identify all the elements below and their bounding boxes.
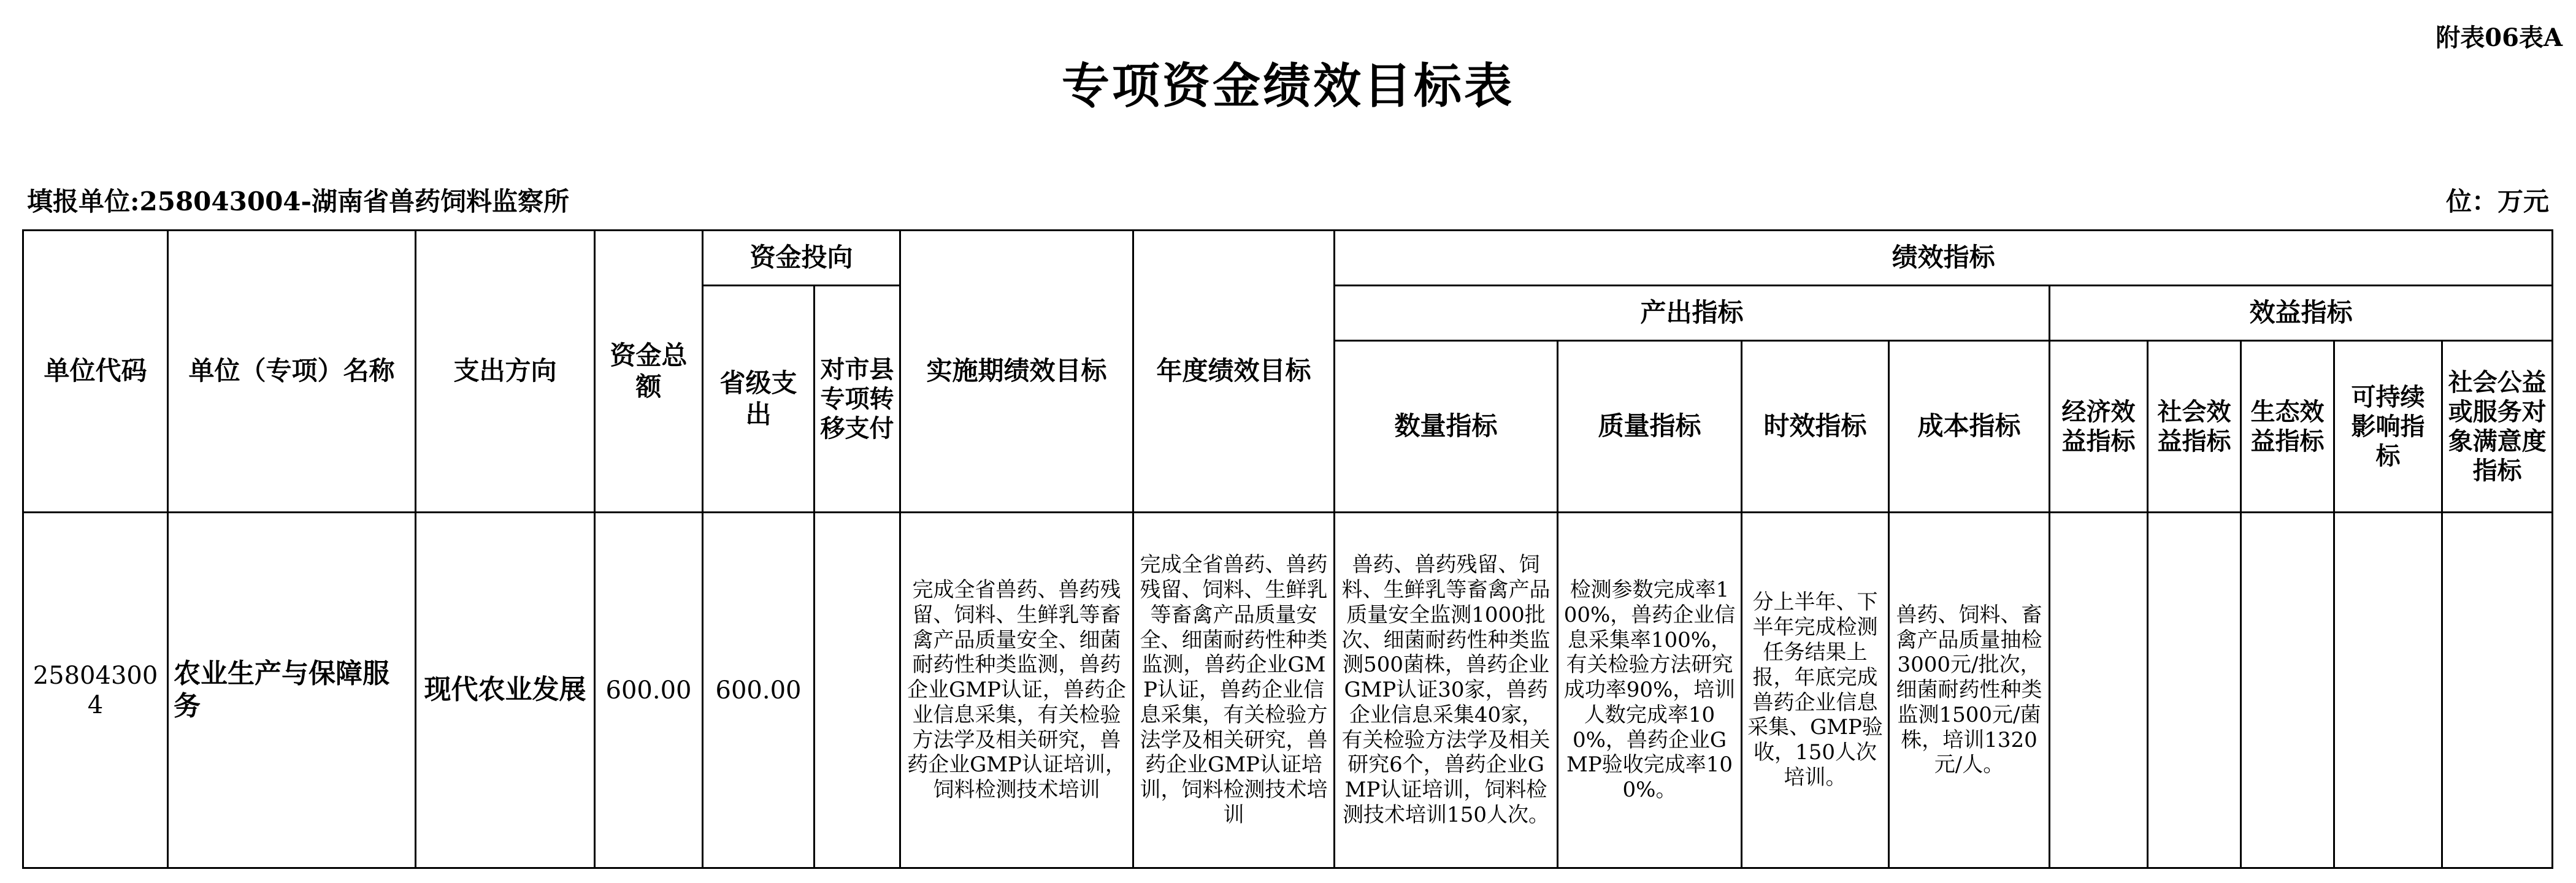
cell-satisfaction bbox=[2442, 513, 2553, 868]
annex-label: 附表06表A bbox=[2436, 23, 2563, 52]
col-fund-direction: 资金投向 bbox=[703, 231, 900, 286]
cell-quantity: 兽药、兽药残留、饲料、生鲜乳等畜禽产品质量安全监测1000批次、细菌耐药性种类监测500菌株，兽药企业GMP认证30家，兽药企业信息采集40家，有关检验方法学及相关研究6个，兽药企业GMP认证培训，饲料检测技术培训150人次。 bbox=[1335, 513, 1558, 868]
cell-expense-direction: 现代农业发展 bbox=[416, 513, 595, 868]
cell-economic bbox=[2050, 513, 2148, 868]
col-sustainable: 可持续影响指标 bbox=[2334, 341, 2442, 513]
col-unit-code: 单位代码 bbox=[23, 231, 168, 513]
col-economic: 经济效益指标 bbox=[2050, 341, 2148, 513]
cell-total-funds: 600.00 bbox=[595, 513, 703, 868]
money-unit: 位：万元 bbox=[2445, 186, 2549, 216]
col-unit-name: 单位（专项）名称 bbox=[168, 231, 416, 513]
page-title: 专项资金绩效目标表 bbox=[1061, 58, 1514, 114]
cell-county-transfer bbox=[815, 513, 900, 868]
col-annual-goal: 年度绩效目标 bbox=[1133, 231, 1335, 513]
cell-cost: 兽药、饲料、畜禽产品质量抽检3000元/批次，细菌耐药性种类监测1500元/菌株，培训1320元/人。 bbox=[1889, 513, 2050, 868]
col-quantity: 数量指标 bbox=[1335, 341, 1558, 513]
col-benefit-indicators: 效益指标 bbox=[2050, 286, 2553, 341]
performance-table bbox=[22, 229, 2553, 869]
col-implementation-goal: 实施期绩效目标 bbox=[900, 231, 1133, 513]
col-county-transfer: 对市县专项转移支付 bbox=[815, 286, 900, 513]
cell-sustainable bbox=[2334, 513, 2442, 868]
col-cost: 成本指标 bbox=[1889, 341, 2050, 513]
col-expense-direction: 支出方向 bbox=[416, 231, 595, 513]
col-satisfaction: 社会公益或服务对象满意度指标 bbox=[2442, 341, 2553, 513]
cell-unit-code: 258043004 bbox=[23, 513, 168, 868]
col-timeliness: 时效指标 bbox=[1742, 341, 1889, 513]
cell-timeliness: 分上半年、下半年完成检测任务结果上报，年底完成兽药企业信息采集、GMP验收，150人次培训。 bbox=[1742, 513, 1889, 868]
col-performance-indicators: 绩效指标 bbox=[1335, 231, 2553, 286]
cell-social bbox=[2148, 513, 2241, 868]
cell-annual-goal: 完成全省兽药、兽药残留、饲料、生鲜乳等畜禽产品质量安全、细菌耐药性种类监测，兽药企业GMP认证，兽药企业信息采集，有关检验方法学及相关研究，兽药企业GMP认证培训，饲料检测技术培训 bbox=[1133, 513, 1335, 868]
cell-ecological bbox=[2241, 513, 2334, 868]
filling-unit: 填报单位:258043004-湖南省兽药饲料监察所 bbox=[27, 186, 569, 216]
cell-implementation-goal: 完成全省兽药、兽药残留、饲料、生鲜乳等畜禽产品质量安全、细菌耐药性种类监测，兽药企业GMP认证，兽药企业信息采集，有关检验方法学及相关研究，兽药企业GMP认证培训，饲料检测技术培训 bbox=[900, 513, 1133, 868]
col-output-indicators: 产出指标 bbox=[1335, 286, 2050, 341]
cell-quality: 检测参数完成率100%，兽药企业信息采集率100%，有关检验方法研究成功率90%，培训人数完成率100%，兽药企业GMP验收完成率100%。 bbox=[1558, 513, 1742, 868]
table-row bbox=[23, 513, 2553, 868]
col-ecological: 生态效益指标 bbox=[2241, 341, 2334, 513]
cell-provincial: 600.00 bbox=[703, 513, 815, 868]
col-quality: 质量指标 bbox=[1558, 341, 1742, 513]
col-social: 社会效益指标 bbox=[2148, 341, 2241, 513]
col-total-funds: 资金总额 bbox=[595, 231, 703, 513]
col-provincial: 省级支出 bbox=[703, 286, 815, 513]
cell-unit-name: 农业生产与保障服务 bbox=[168, 513, 416, 868]
